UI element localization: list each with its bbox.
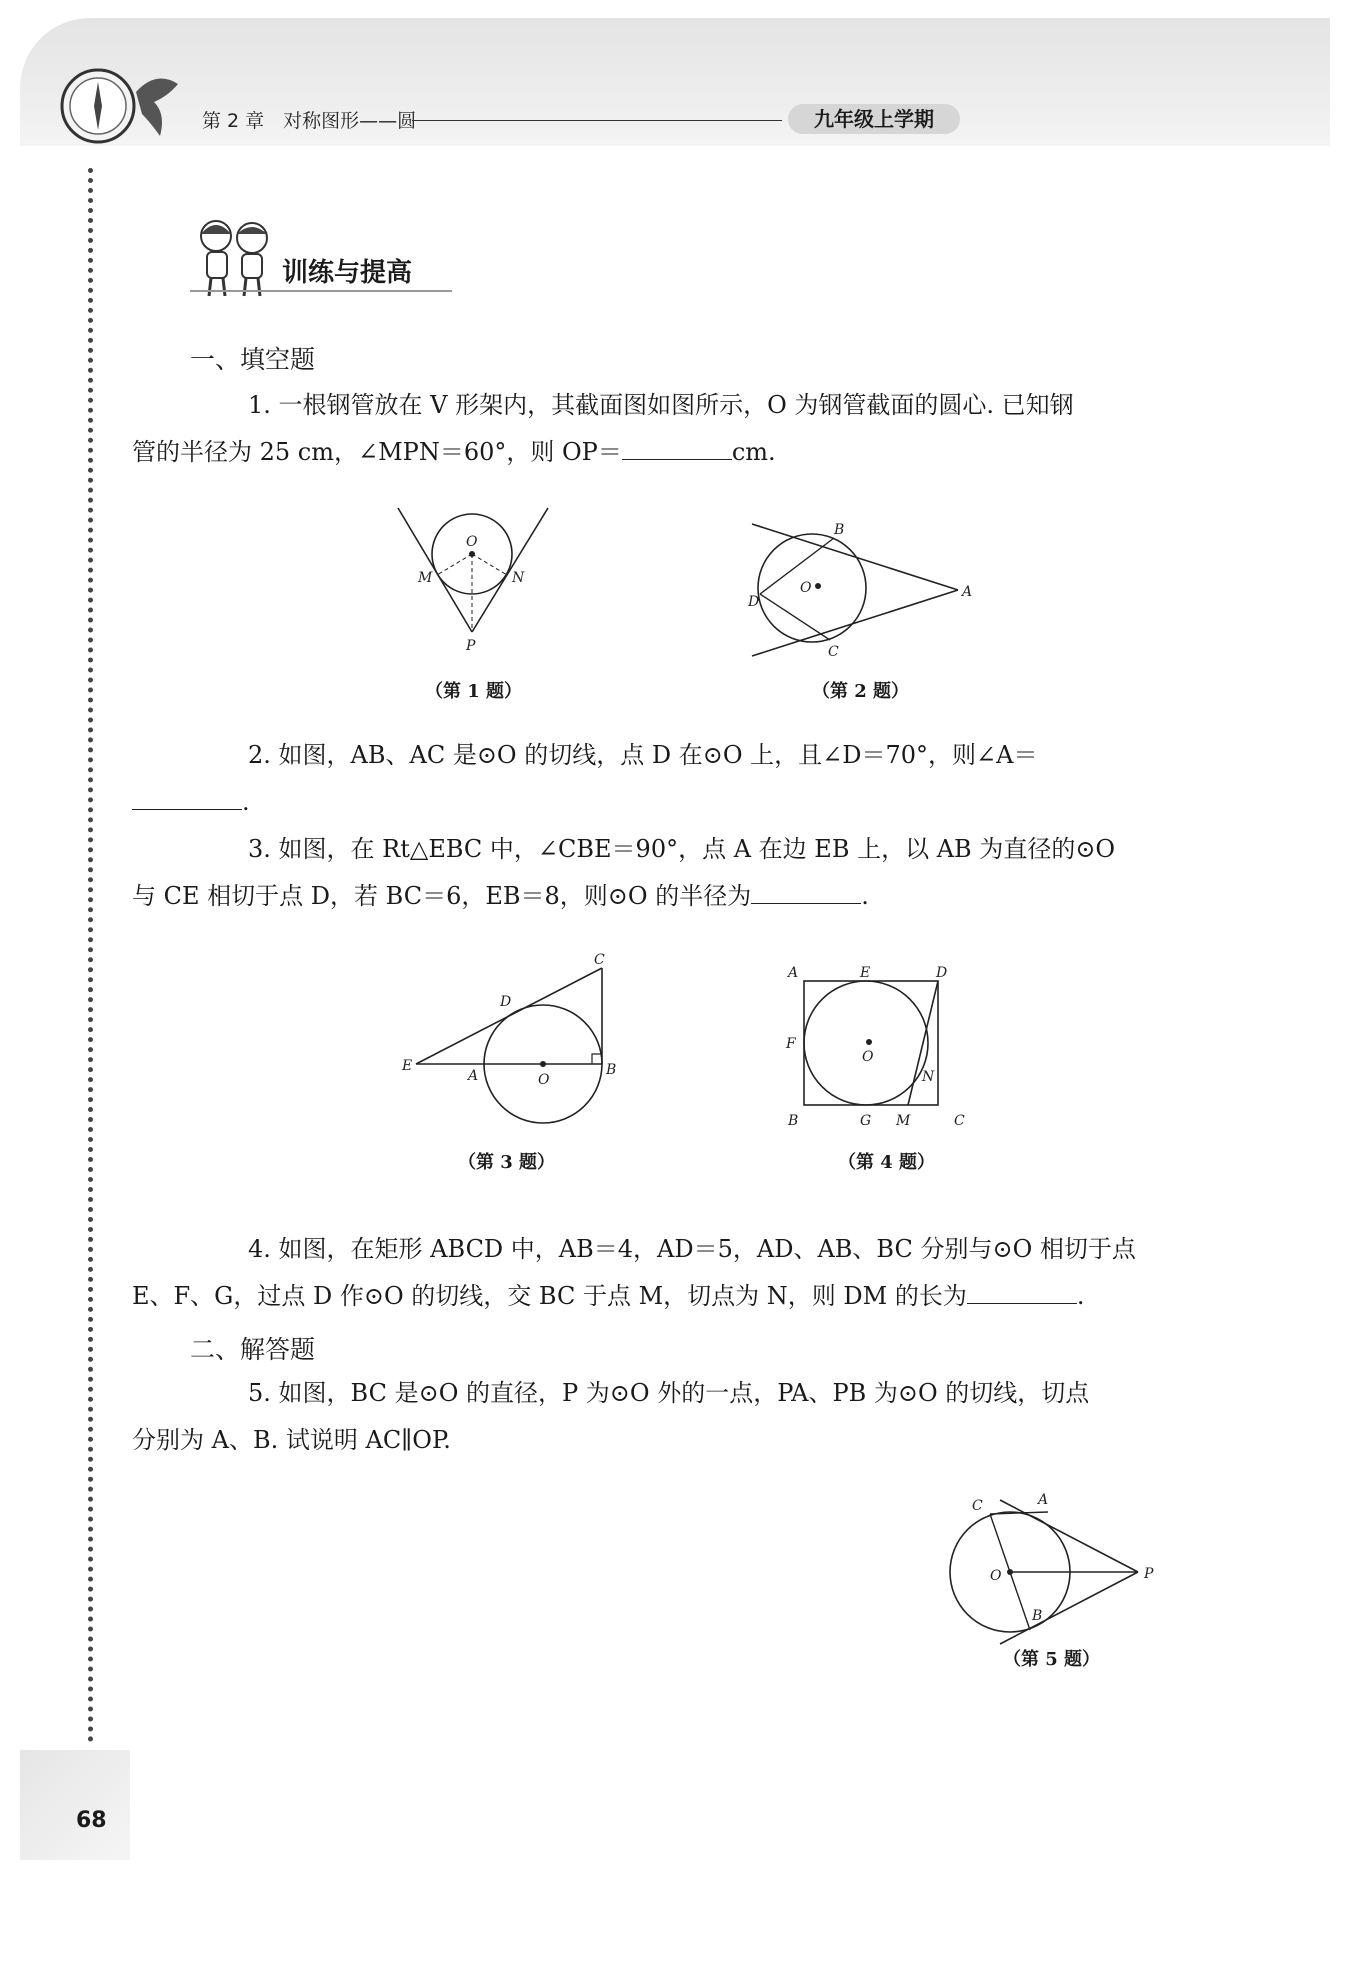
chapter-title: 第 2 章 对称图形——圆 [202,110,417,132]
fig1-label-P: P [466,638,476,654]
fig2-label-O: O [800,580,812,596]
fig2-label-D: D [748,594,760,610]
question-4-line2: E、F、G，过点 D 作⊙O 的切线，交 BC 于点 M，切点为 N，则 DM 的长为 [132,1282,967,1310]
question-2-line1: 2. 如图，AB、AC 是⊙O 的切线，点 D 在⊙O 上，且∠D＝70°，则∠A＝ [248,741,1038,769]
fig4-label-M: M [896,1113,911,1129]
fig1-label-N: N [512,570,525,586]
question-4-line1: 4. 如图，在矩形 ABCD 中，AB＝4，AD＝5，AD、AB、BC 分别与⊙O 相切于点 [248,1235,1136,1263]
fig4-label-G: G [860,1113,872,1129]
question-1-line2: 管的半径为 25 cm，∠MPN＝60°，则 OP＝ [132,438,622,466]
fig4-label-F: F [786,1036,796,1052]
question-1-line1: 1. 一根钢管放在 V 形架内，其截面图如图所示，O 为钢管截面的圆心. 已知钢 [248,391,1074,419]
fig4-label-D: D [936,965,948,981]
fig5-label-A: A [1038,1492,1049,1508]
fig4-label-A: A [788,965,799,981]
answer-blank-2[interactable] [132,783,242,810]
question-4 [132,1226,1190,1320]
fig5-label-P: P [1144,1566,1154,1582]
fig2-label-A: A [962,584,973,600]
figure-1-caption: （第 1 题） [425,681,523,702]
fig4-label-C: C [954,1113,965,1129]
answer-blank-4[interactable] [967,1277,1077,1304]
fig3-label-B: B [606,1062,617,1078]
kids-illustration-icon [190,214,280,300]
compass-logo-icon [56,62,192,152]
question-3-line1: 3. 如图，在 Rt△EBC 中，∠CBE＝90°，点 A 在边 EB 上，以 AB 为直径的⊙O [248,835,1116,863]
fig3-label-E: E [402,1058,413,1074]
figure-3 [400,950,630,1130]
question-4-end: . [1076,1282,1085,1310]
question-3-end: . [861,882,869,910]
margin-dotted-line [88,168,93,1743]
fig1-label-O: O [466,534,478,550]
section-title: 训练与提高 [282,258,413,288]
header-rule [412,120,782,121]
figure-3-caption: （第 3 题） [458,1152,556,1173]
part1-heading: 一、填空题 [190,345,316,374]
fig3-label-C: C [594,952,605,968]
page-number-box [20,1750,130,1860]
question-3 [132,826,1190,920]
grade-badge: 九年级上学期 [788,104,960,134]
question-3-line2: 与 CE 相切于点 D，若 BC＝6，EB＝8，则⊙O 的半径为 [132,882,752,910]
question-1-unit: cm. [731,438,776,466]
figure-4-caption: （第 4 题） [838,1152,936,1173]
fig5-label-B: B [1032,1608,1043,1624]
fig4-label-O: O [862,1049,874,1065]
page-number: 68 [76,1808,107,1833]
answer-blank-1[interactable] [622,433,732,460]
figure-4 [778,955,978,1135]
figure-2-caption: （第 2 题） [812,681,910,702]
answer-blank-3[interactable] [751,877,861,904]
fig3-label-A: A [468,1068,479,1084]
fig3-label-O: O [538,1072,550,1088]
question-5 [132,1370,1190,1464]
fig5-label-O: O [990,1568,1002,1584]
figure-1 [380,500,560,660]
figure-2 [738,510,978,660]
question-2 [190,732,1190,826]
fig2-label-C: C [828,644,839,660]
fig2-label-B: B [834,522,845,538]
fig1-label-M: M [418,570,433,586]
fig4-label-N: N [922,1069,935,1085]
figure-5-caption: （第 5 题） [1003,1649,1101,1670]
part2-heading: 二、解答题 [190,1335,316,1364]
fig5-label-C: C [972,1498,983,1514]
figure-5 [940,1490,1170,1650]
question-1 [132,382,1190,476]
section-underline [190,290,452,292]
question-5-line1: 5. 如图，BC 是⊙O 的直径，P 为⊙O 外的一点，PA、PB 为⊙O 的切线，切点 [248,1379,1090,1407]
question-2-end: . [242,788,250,816]
question-5-line2: 分别为 A、B. 试说明 AC∥OP. [132,1426,451,1454]
fig3-label-D: D [500,994,512,1010]
fig4-label-B: B [788,1113,799,1129]
fig4-label-E: E [860,965,871,981]
